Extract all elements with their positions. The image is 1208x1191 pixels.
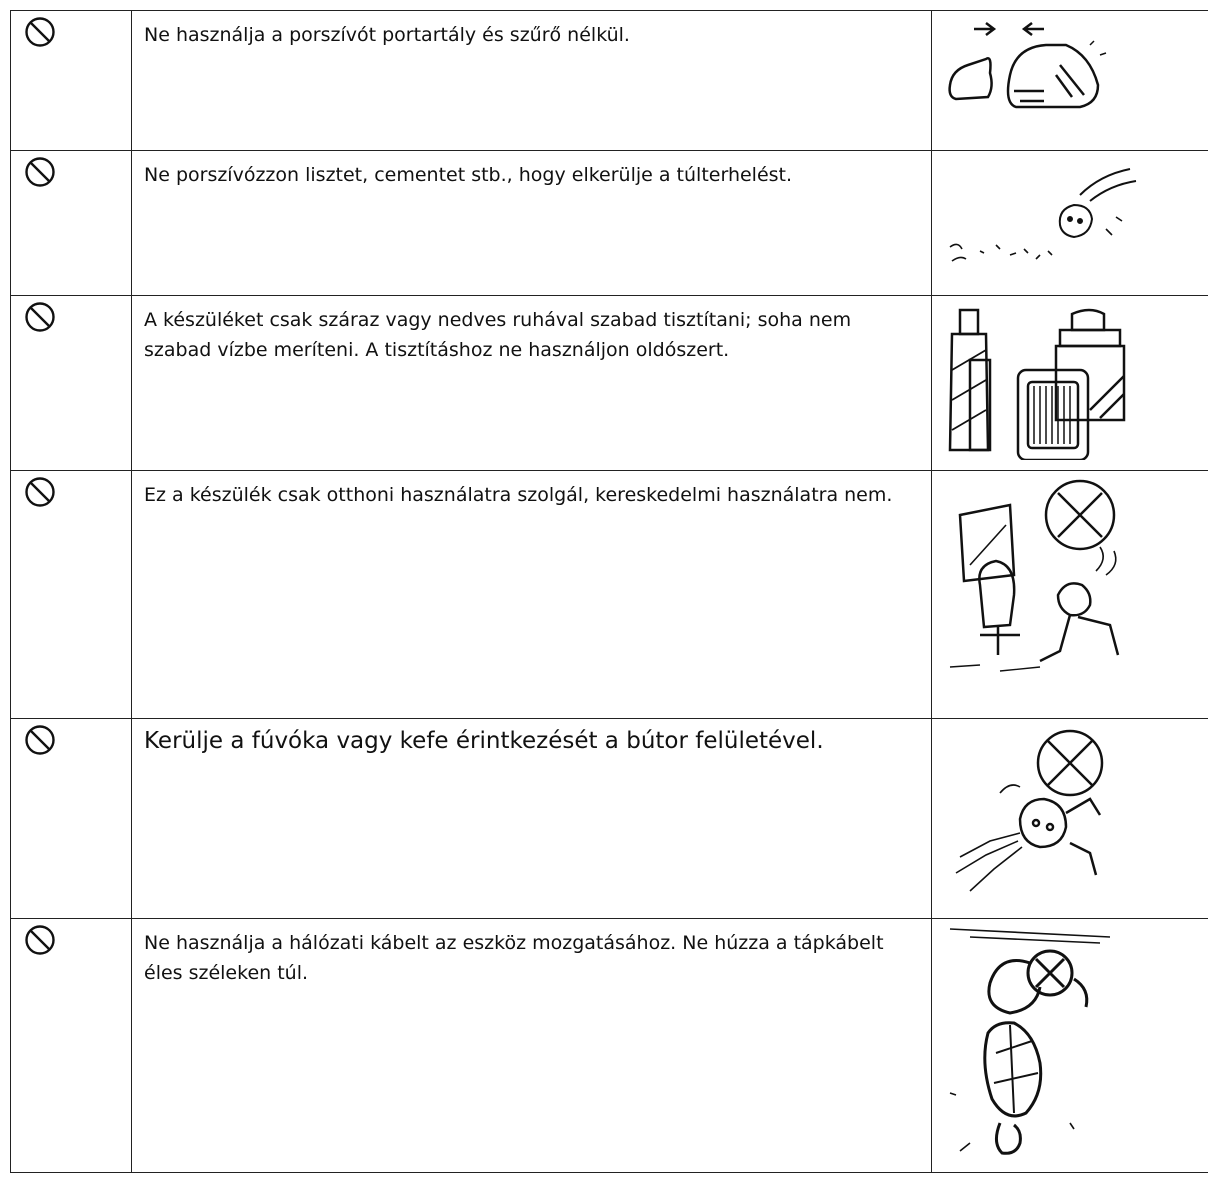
prohibition-icon bbox=[24, 724, 56, 756]
warning-row bbox=[11, 919, 1208, 1173]
icon-cell bbox=[11, 719, 132, 919]
warning-text-cell bbox=[132, 296, 932, 471]
warning-text: Ez a készülék csak otthoni használatra szolgál, kereskedelmi használatra nem. bbox=[144, 484, 893, 506]
warning-text: Ne porszívózzon lisztet, cementet stb., hogy elkerülje a túlterhelést. bbox=[144, 164, 793, 186]
warning-text: Ne használja a hálózati kábelt az eszköz mozgatásához. Ne húzza a tápkábelt éles széleken túl. bbox=[144, 932, 884, 984]
prohibition-icon bbox=[24, 156, 56, 188]
prohibition-icon bbox=[24, 476, 56, 508]
illustration-cell bbox=[932, 719, 1208, 919]
safety-warnings-table bbox=[10, 10, 1208, 1173]
illustration-cell bbox=[932, 919, 1208, 1173]
nozzle-furniture-illustration bbox=[940, 723, 1140, 903]
warning-text-cell bbox=[132, 719, 932, 919]
warning-row bbox=[11, 151, 1208, 296]
warning-text-cell bbox=[132, 151, 932, 296]
illustration-cell bbox=[932, 296, 1208, 471]
warning-text-cell bbox=[132, 471, 932, 719]
warning-row bbox=[11, 719, 1208, 919]
prohibition-icon bbox=[24, 924, 56, 956]
icon-cell bbox=[11, 296, 132, 471]
illustration-cell bbox=[932, 151, 1208, 296]
warning-text: Ne használja a porszívót portartály és szűrő nélkül. bbox=[144, 24, 630, 46]
warning-text-cell bbox=[132, 11, 932, 151]
icon-cell bbox=[11, 471, 132, 719]
warning-row bbox=[11, 296, 1208, 471]
prohibition-icon bbox=[24, 301, 56, 333]
warning-text: Kerülje a fúvóka vagy kefe érintkezését a bútor felületével. bbox=[144, 728, 824, 754]
warning-text: A készüléket csak száraz vagy nedves ruhával szabad tisztítani; soha nem szabad vízbe meríteni. A tisztításhoz ne használjon oldószert. bbox=[144, 309, 852, 361]
commercial-use-prohibited-illustration bbox=[940, 475, 1150, 675]
icon-cell bbox=[11, 919, 132, 1173]
powder-dust-illustration bbox=[940, 155, 1160, 275]
warning-text-cell bbox=[132, 919, 932, 1173]
vacuum-container-filter-illustration bbox=[940, 15, 1120, 135]
icon-cell bbox=[11, 11, 132, 151]
icon-cell bbox=[11, 151, 132, 296]
illustration-cell bbox=[932, 471, 1208, 719]
cable-pulling-illustration bbox=[940, 923, 1120, 1163]
warning-row bbox=[11, 471, 1208, 719]
illustration-cell bbox=[932, 11, 1208, 151]
warning-row bbox=[11, 11, 1208, 151]
prohibition-icon bbox=[24, 16, 56, 48]
solvent-bottles-illustration bbox=[940, 300, 1140, 460]
